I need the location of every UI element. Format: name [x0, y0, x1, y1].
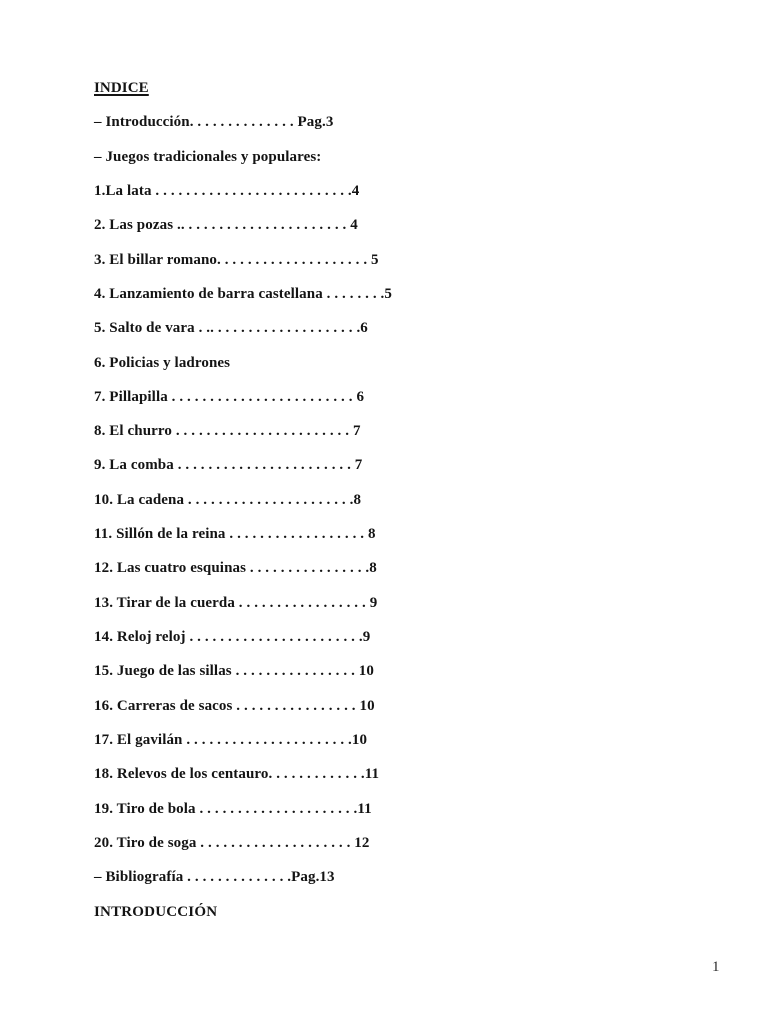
toc-entry-tiro-de-bola: 19. Tiro de bola . . . . . . . . . . . . . . . . . . . . .11	[94, 800, 372, 817]
toc-entry-sillon-de-la-reina: 11. Sillón de la reina . . . . . . . . . . . . . . . . . . 8	[94, 526, 376, 543]
document-body	[94, 80, 694, 938]
toc-entry-las-pozas: 2. Las pozas .. . . . . . . . . . . . . . . . . . . . . . 4	[94, 217, 358, 234]
toc-entry-relevos-centauro: 18. Relevos de los centauro. . . . . . . . . . . . .11	[94, 766, 380, 783]
toc-entry-el-churro: 8. El churro . . . . . . . . . . . . . . . . . . . . . . . 7	[94, 423, 361, 440]
toc-entry-juegos-header: – Juegos tradicionales y populares:	[94, 148, 322, 165]
toc-entry-tirar-de-la-cuerda: 13. Tirar de la cuerda . . . . . . . . . . . . . . . . . 9	[94, 594, 378, 611]
page-number: 1	[712, 959, 720, 975]
toc-entry-la-comba: 9. La comba . . . . . . . . . . . . . . . . . . . . . . . 7	[94, 457, 363, 474]
toc-entry-tiro-de-soga: 20. Tiro de soga . . . . . . . . . . . . . . . . . . . . 12	[94, 834, 370, 851]
toc-entry-salto-de-vara: 5. Salto de vara . .. . . . . . . . . . . . . . . . . . . .6	[94, 320, 368, 337]
toc-entry-el-gavilan: 17. El gavilán . . . . . . . . . . . . . . . . . . . . . .10	[94, 731, 368, 748]
toc-entry-la-cadena: 10. La cadena . . . . . . . . . . . . . . . . . . . . . .8	[94, 491, 362, 508]
introduction-heading: INTRODUCCIÓN	[94, 903, 218, 920]
toc-entry-juego-de-las-sillas: 15. Juego de las sillas . . . . . . . . . . . . . . . . 10	[94, 663, 374, 680]
toc-entry-bibliografia: – Bibliografía . . . . . . . . . . . . . .Pag.13	[94, 869, 335, 886]
toc-entry-carreras-de-sacos: 16. Carreras de sacos . . . . . . . . . . . . . . . . 10	[94, 697, 375, 714]
toc-entry-introduccion: – Introducción. . . . . . . . . . . . . . Pag.3	[94, 114, 334, 131]
toc-entry-las-cuatro-esquinas: 12. Las cuatro esquinas . . . . . . . . . . . . . . . .8	[94, 560, 377, 577]
toc-title: INDICE	[94, 80, 149, 96]
toc-entry-la-lata: 1.La lata . . . . . . . . . . . . . . . . . . . . . . . . . .4	[94, 182, 360, 199]
toc-entry-pillapilla: 7. Pillapilla . . . . . . . . . . . . . . . . . . . . . . . . 6	[94, 388, 365, 405]
toc-entry-policias-y-ladrones: 6. Policias y ladrones	[94, 354, 231, 371]
toc-entry-el-billar-romano: 3. El billar romano. . . . . . . . . . . . . . . . . . . . 5	[94, 251, 379, 268]
toc-entry-lanzamiento-barra: 4. Lanzamiento de barra castellana . . . . . . . .5	[94, 285, 392, 302]
toc-entry-reloj-reloj: 14. Reloj reloj . . . . . . . . . . . . . . . . . . . . . . .9	[94, 629, 371, 645]
